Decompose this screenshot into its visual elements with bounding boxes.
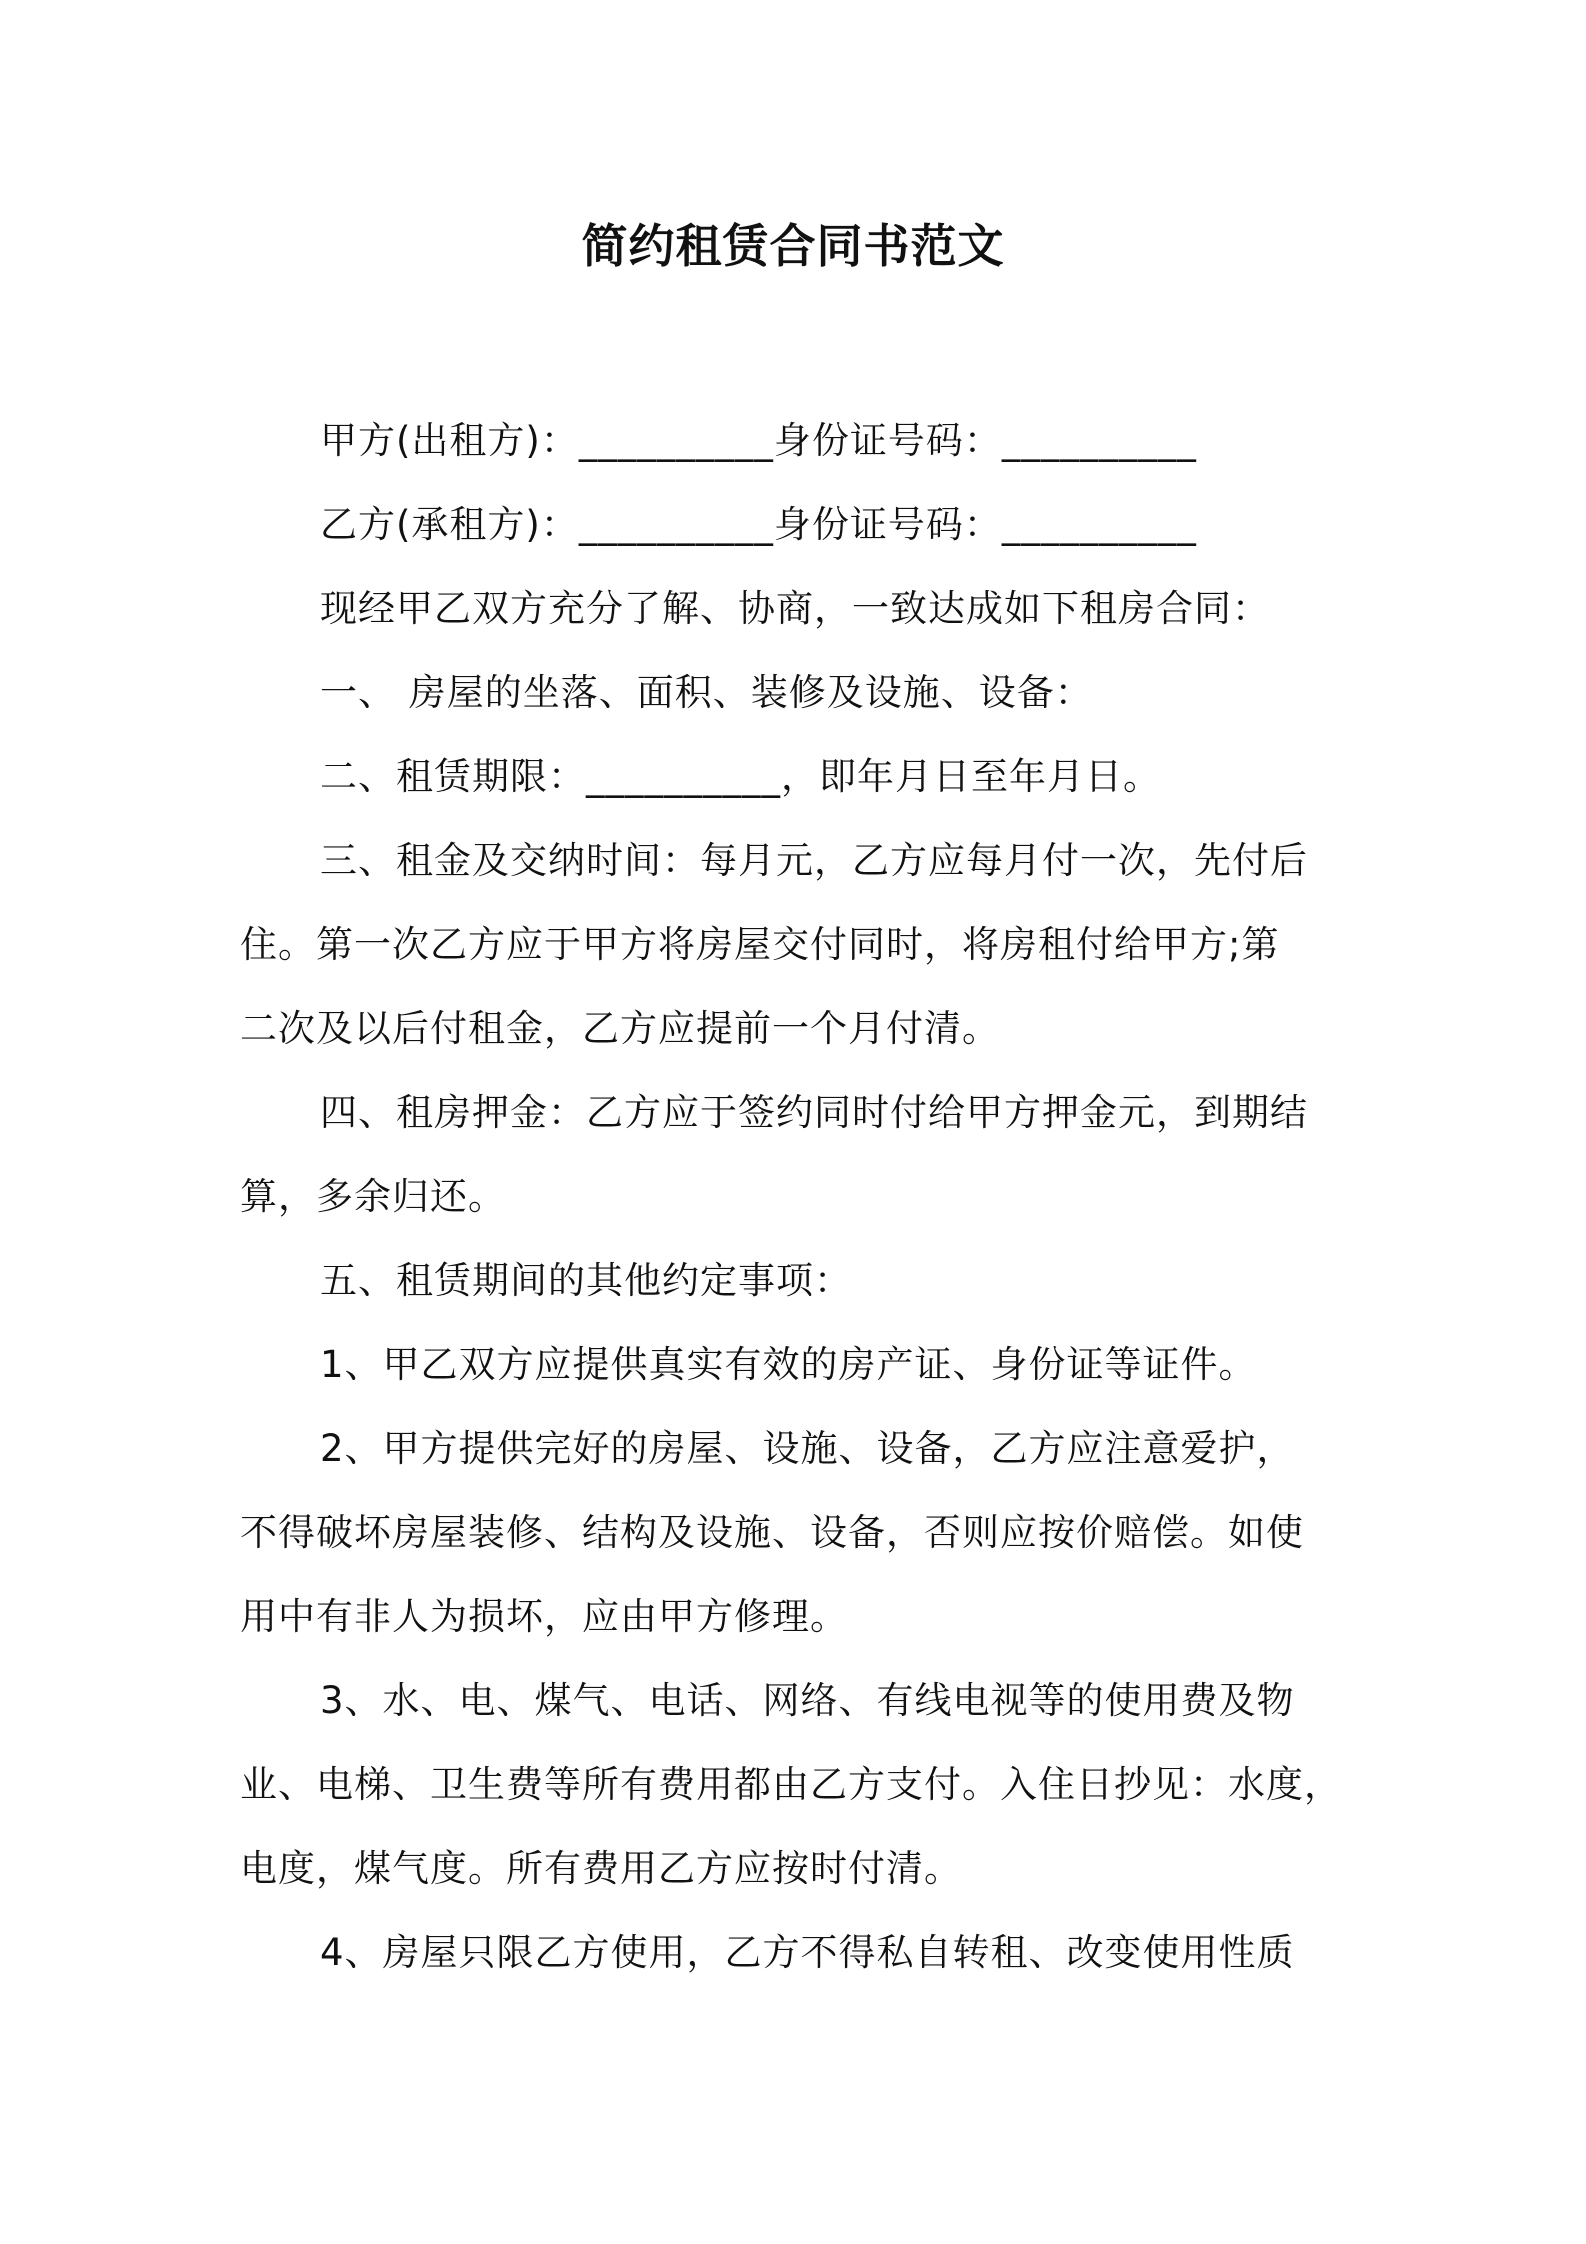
party-a-line: 甲方(出租方)：__________身份证号码：__________ <box>320 419 1197 462</box>
clause-4-line-1: 四、租房押金：乙方应于签约同时付给甲方押金元，到期结 <box>320 1091 1308 1134</box>
clause-3-line-1: 三、租金及交纳时间：每月元，乙方应每月付一次，先付后 <box>320 839 1308 882</box>
item-1: 1、甲乙双方应提供真实有效的房产证、身份证等证件。 <box>320 1343 1257 1386</box>
clause-5-heading: 五、租赁期间的其他约定事项： <box>320 1259 852 1302</box>
item-3-line-2: 业、电梯、卫生费等所有费用都由乙方支付。入住日抄见：水度， <box>240 1763 1342 1806</box>
clause-3-line-2: 住。第一次乙方应于甲方将房屋交付同时，将房租付给甲方;第 <box>240 923 1280 966</box>
party-b-line: 乙方(承租方)：__________身份证号码：__________ <box>320 503 1197 546</box>
item-2-line-3: 用中有非人为损坏，应由甲方修理。 <box>240 1595 848 1638</box>
clause-2: 二、租赁期限：__________，即年月日至年月日。 <box>320 755 1161 798</box>
agreement-intro: 现经甲乙双方充分了解、协商，一致达成如下租房合同： <box>320 587 1270 630</box>
item-4-line-1: 4、房屋只限乙方使用，乙方不得私自转租、改变使用性质 <box>320 1931 1295 1974</box>
clause-3-line-3: 二次及以后付租金，乙方应提前一个月付清。 <box>240 1007 1000 1050</box>
item-2-line-1: 2、甲方提供完好的房屋、设施、设备，乙方应注意爱护， <box>320 1427 1295 1470</box>
item-2-line-2: 不得破坏房屋装修、结构及设施、设备，否则应按价赔偿。如使 <box>240 1511 1304 1554</box>
document-title: 简约租赁合同书范文 <box>581 219 1005 273</box>
item-3-line-3: 电度，煤气度。所有费用乙方应按时付清。 <box>240 1847 962 1890</box>
item-3-line-1: 3、水、电、煤气、电话、网络、有线电视等的使用费及物 <box>320 1679 1295 1722</box>
clause-1: 一、 房屋的坐落、面积、装修及设施、设备： <box>320 671 1093 714</box>
clause-4-line-2: 算，多余归还。 <box>240 1175 506 1218</box>
